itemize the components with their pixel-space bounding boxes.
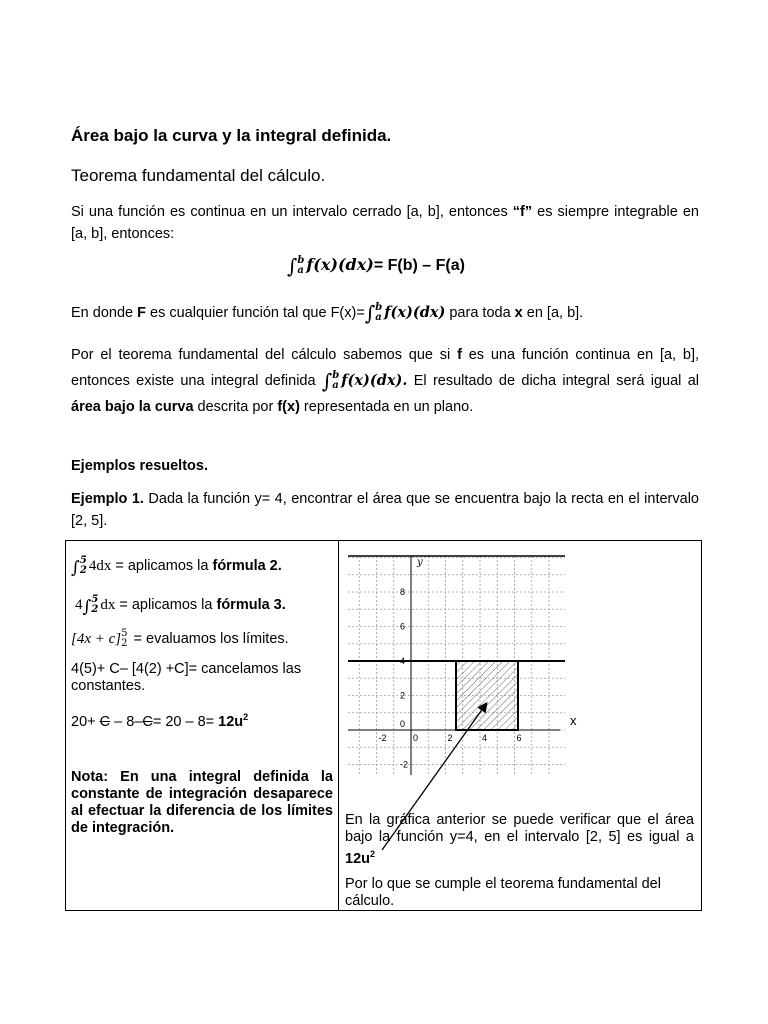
conclusion-text: En la gráfica anterior se puede verificar que el área bajo la función y=4, en el intervalo [2, 5] es igual a $12u^2$ bbox=[345, 812, 694, 867]
step-4: 4(5)+ C– [4(2) +C]= cancelamos las constantes. bbox=[71, 661, 302, 694]
table-divider bbox=[338, 540, 339, 911]
y-tick-label: -2 bbox=[400, 759, 409, 770]
fundamental-formula: ∫ b a f(x)(dx)= F(b) – F(a) bbox=[287, 254, 465, 278]
step-5: $20+ C - 8-C= 20 - 8= 12u^2$ bbox=[71, 712, 249, 730]
y-tick-label: 0 bbox=[400, 719, 406, 729]
examples-heading: Ejemplos resueltos. bbox=[71, 458, 208, 474]
x-tick-label: 6 bbox=[516, 733, 522, 743]
section-subtitle: Teorema fundamental del cálculo. bbox=[71, 166, 326, 185]
definition-line: En donde F es cualquier función tal que F(x)=∫ b a f(x)(dx) para toda x en [a, b]. bbox=[71, 301, 584, 325]
intro-paragraph: Si una función es continua en un intervalo cerrado [a, b], entonces “f” es siempre integrable en [a, b], entonces: bbox=[71, 204, 699, 242]
page-title: Área bajo la curva y la integral definida. bbox=[71, 126, 392, 145]
conclusion-final: Por lo que se cumple el teorema fundamental del cálculo. bbox=[345, 876, 661, 909]
y-axis-label: y bbox=[417, 557, 423, 568]
theorem-paragraph: Por el teorema fundamental del cálculo sabemos que si f es una función continua en [a, b], entonces existe una integral definida ∫ b a f(x)(dx). El resultado de dicha integral será igual al área bajo la curva descrita por f(x) representada en un plano. bbox=[71, 347, 700, 415]
y-tick-label: 2 bbox=[400, 690, 406, 701]
x-tick-label: 0 bbox=[413, 733, 419, 743]
x-tick-label: 4 bbox=[482, 733, 488, 743]
integral-symbol: ∫ bbox=[287, 254, 298, 278]
x-axis-label: x bbox=[570, 713, 577, 728]
example-1-statement: Ejemplo 1. Dada la función y= 4, encontrar el área que se encuentra bajo la recta en el intervalo [2, 5]. bbox=[71, 491, 699, 529]
step-2: 4∫ 5 2 dx = aplicamos la fórmula 3. bbox=[75, 594, 286, 617]
y-tick-label: 6 bbox=[400, 621, 406, 632]
x-tick-label: 2 bbox=[447, 733, 453, 743]
y-tick-label: 4 bbox=[400, 656, 406, 666]
note: Nota: En una integral definida la constante de integración desaparece al efectuar la diferencia de los límites de integración. bbox=[71, 769, 333, 836]
step-3: [4x + c] 5 2 = evaluamos los límites. bbox=[71, 628, 289, 649]
step-1: ∫ 5 2 4dx = aplicamos la fórmula 2. bbox=[71, 555, 282, 578]
y-tick-label: 8 bbox=[400, 587, 406, 597]
x-tick-label: -2 bbox=[378, 733, 387, 743]
